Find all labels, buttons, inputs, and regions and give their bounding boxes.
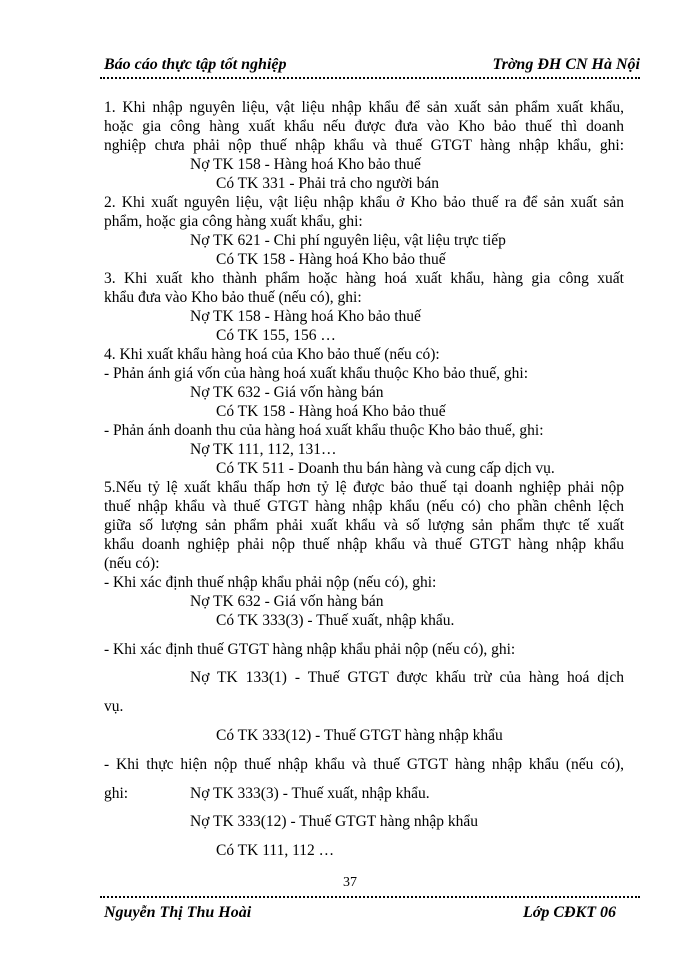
body-line: - Phản ánh doanh thu của hàng hoá xuất khẩu thuộc Kho bảo thuế, ghi: [104, 422, 544, 439]
entry-debit: Nợ TK 158 - Hàng hoá Kho bảo thuế [190, 308, 421, 325]
body-line: 3. Khi xuất kho thành phẩm hoặc hàng hoá xuất khẩu, hàng gia công xuất [104, 270, 624, 287]
body-line: vụ. [104, 698, 124, 715]
header-divider [100, 77, 640, 79]
body-line: ghi: [104, 785, 129, 802]
body-line: 4. Khi xuất khẩu hàng hoá của Kho bảo thuế (nếu có): [104, 346, 440, 363]
body-line: giữa số lượng sản phẩm phải xuất khẩu và số lượng sản phẩm thực tế xuất [104, 517, 624, 534]
entry-credit: Có TK 111, 112 … [216, 842, 335, 859]
body-line: khẩu đưa vào Kho bảo thuế (nếu có), ghi: [104, 289, 362, 306]
body-line: nghiệp chưa phải nộp thuế nhập khẩu và thuế GTGT hàng nhập khẩu, ghi: [104, 137, 624, 154]
body-line: 1. Khi nhập nguyên liệu, vật liệu nhập khẩu để sản xuất sản phẩm xuất khẩu, [104, 99, 624, 116]
entry-debit: Nợ TK 632 - Giá vốn hàng bán [190, 593, 384, 610]
entry-credit: Có TK 333(3) - Thuế xuất, nhập khẩu. [216, 612, 455, 629]
body-line: phẩm, hoặc gia công hàng xuất khẩu, ghi: [104, 213, 363, 230]
entry-credit: Có TK 511 - Doanh thu bán hàng và cung cấp dịch vụ. [216, 460, 555, 477]
footer-divider [100, 896, 640, 898]
entry-debit: Nợ TK 111, 112, 131… [190, 441, 337, 458]
body-line: - Phản ánh giá vốn của hàng hoá xuất khẩu thuộc Kho bảo thuế, ghi: [104, 365, 528, 382]
footer-class: Lớp CĐKT 06 [522, 904, 616, 921]
body-line: - Khi xác định thuế GTGT hàng nhập khẩu phải nộp (nếu có), ghi: [104, 641, 516, 658]
entry-debit: Nợ TK 333(3) - Thuế xuất, nhập khẩu. [190, 785, 430, 802]
body-line: 5.Nếu tỷ lệ xuất khẩu thấp hơn tỷ lệ được bảo thuế tại doanh nghiệp phải nộp [104, 479, 624, 496]
body-line: - Khi xác định thuế nhập khẩu phải nộp (nếu có), ghi: [104, 574, 437, 591]
entry-credit: Có TK 331 - Phải trả cho người bán [216, 175, 439, 192]
body-line: 2. Khi xuất nguyên liệu, vật liệu nhập khẩu ở Kho bảo thuế ra để sản xuất sản [104, 194, 624, 211]
entry-credit: Có TK 158 - Hàng hoá Kho bảo thuế [216, 403, 446, 420]
entry-credit: Có TK 158 - Hàng hoá Kho bảo thuế [216, 251, 446, 268]
entry-debit: Nợ TK 158 - Hàng hoá Kho bảo thuế [190, 156, 421, 173]
body-line: khẩu doanh nghiệp phải nộp thuế nhập khẩu và thuế GTGT hàng nhập khẩu [104, 536, 624, 553]
header-report-title: Báo cáo thực tập tốt nghiệp [104, 56, 287, 73]
entry-debit: Nợ TK 621 - Chi phí nguyên liệu, vật liệu trực tiếp [190, 232, 506, 249]
page-number: 37 [343, 875, 357, 890]
body-line: hoặc gia công hàng xuất khẩu nếu được đưa vào Kho bảo thuế thì doanh [104, 118, 624, 135]
entry-debit: Nợ TK 333(12) - Thuế GTGT hàng nhập khẩu [190, 813, 479, 830]
entry-debit: Nợ TK 632 - Giá vốn hàng bán [190, 384, 384, 401]
footer-author: Nguyễn Thị Thu Hoài [104, 904, 252, 921]
entry-credit: Có TK 333(12) - Thuế GTGT hàng nhập khẩu [216, 727, 503, 744]
body-line: - Khi thực hiện nộp thuế nhập khẩu và thuế GTGT hàng nhập khẩu (nếu có), [104, 756, 624, 773]
header-university: Trờng ĐH CN Hà Nội [492, 56, 640, 73]
entry-debit: Nợ TK 133(1) - Thuế GTGT được khấu trừ của hàng hoá dịch [190, 669, 624, 686]
entry-credit: Có TK 155, 156 … [216, 327, 336, 344]
body-line: (nếu có): [104, 555, 160, 572]
body-line: thuế nhập khẩu và thuế GTGT hàng nhập khẩu (nếu có) cho phần chênh lệch [104, 498, 624, 515]
